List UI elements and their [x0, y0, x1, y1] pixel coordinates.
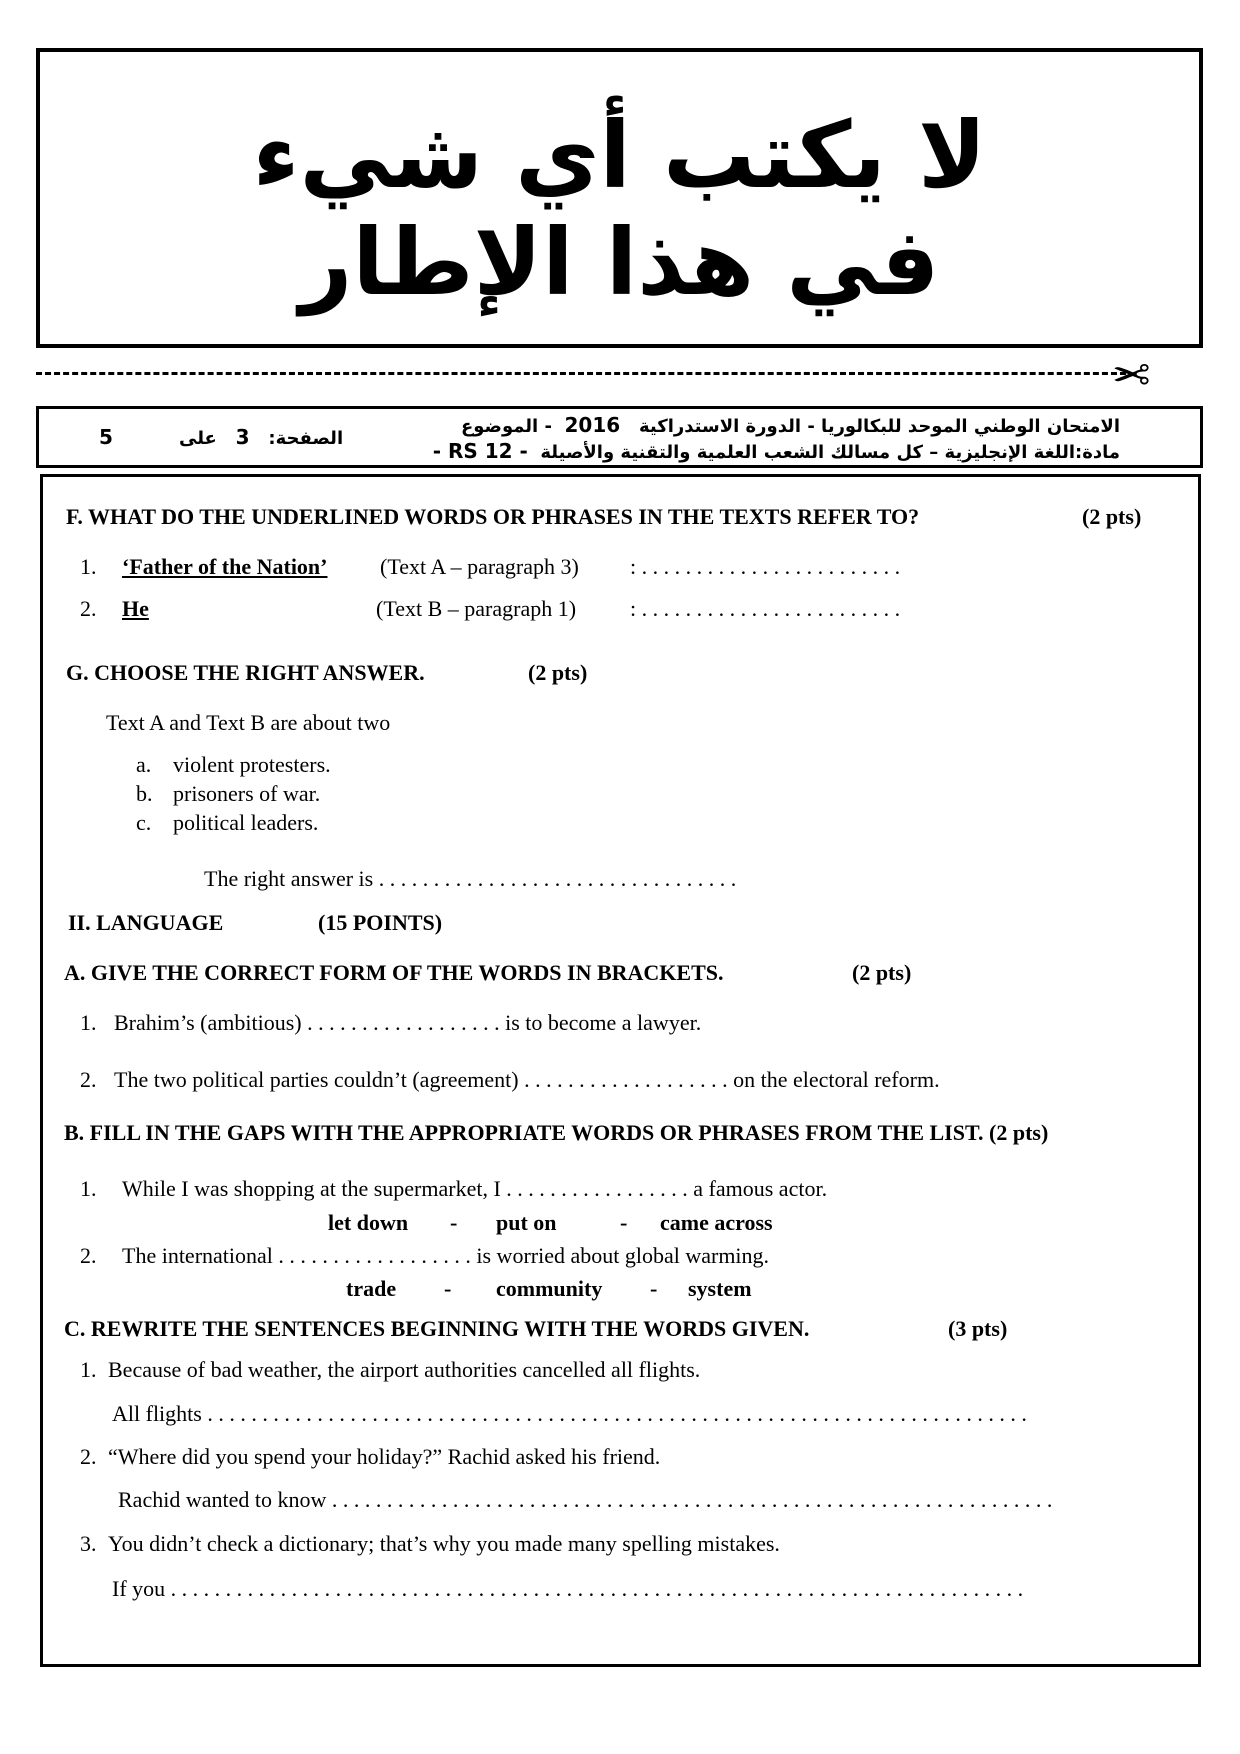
exam-title-line-1 — [461, 413, 1120, 437]
word-choice: came across — [660, 1210, 773, 1235]
choice-separator: - — [620, 1210, 628, 1235]
do-not-write-frame — [36, 48, 1203, 348]
section-c-item-2-rewrite[interactable]: Rachid wanted to know . . . . . . . . . . . . . . . . . . . . . . . . . . . . . . . . . . . . . . . . . . . . . . . . . . . . . . . . . . . . . . . . . . — [118, 1487, 1053, 1512]
section-f-item-1-number: 1. — [80, 554, 97, 579]
section-g-points: (2 pts) — [528, 660, 588, 685]
section-g-title: G. CHOOSE THE RIGHT ANSWER. — [66, 660, 425, 685]
choice-separator: - — [444, 1276, 452, 1301]
section-c-item-2-number: 2. — [80, 1444, 97, 1469]
section-f-item-2-term: He — [122, 596, 149, 621]
word-choice: let down — [328, 1210, 409, 1235]
section-c-item-3-number: 3. — [80, 1531, 97, 1556]
section-f-item-1-answer[interactable]: : . . . . . . . . . . . . . . . . . . . . . . . . — [630, 554, 901, 579]
notice-line-2: في هذا الإطار — [299, 209, 940, 316]
word-choice: community — [496, 1276, 603, 1301]
part-two-title: II. LANGUAGE — [68, 910, 224, 935]
section-a-points: (2 pts) — [852, 960, 912, 985]
exam-header — [36, 406, 1203, 468]
section-f-item-2-reference: (Text B – paragraph 1) — [376, 596, 577, 621]
section-b-item-1-number: 1. — [80, 1176, 97, 1201]
section-c-item-3-sentence: You didn’t check a dictionary; that’s why you made many spelling mistakes. — [108, 1531, 780, 1556]
word-choice: put on — [496, 1210, 557, 1235]
exam-year: 2016 — [564, 413, 621, 437]
section-f-points: (2 pts) — [1082, 504, 1142, 529]
of-label: على — [179, 428, 217, 449]
notice-line-1: لا يكتب أي شيء — [252, 102, 987, 209]
section-a-title: A. GIVE THE CORRECT FORM OF THE WORDS IN BRACKETS. — [64, 960, 724, 985]
section-g-stem: Text A and Text B are about two — [106, 710, 391, 735]
option-a-text: violent protesters. — [173, 752, 331, 777]
section-f-item-2-number: 2. — [80, 596, 97, 621]
section-a-item-1-number: 1. — [80, 1010, 97, 1035]
option-b-letter: b. — [136, 781, 153, 806]
section-a-item-2-text[interactable]: The two political parties couldn’t (agreement) . . . . . . . . . . . . . . . . . . . on the electoral reform. — [114, 1067, 940, 1092]
section-c-title: C. REWRITE THE SENTENCES BEGINNING WITH THE WORDS GIVEN. — [64, 1316, 810, 1341]
section-c-item-1-sentence: Because of bad weather, the airport authorities cancelled all flights. — [108, 1357, 701, 1382]
word-choice: system — [688, 1276, 752, 1301]
section-c-item-3-rewrite[interactable]: If you . . . . . . . . . . . . . . . . . . . . . . . . . . . . . . . . . . . . . . . . . . . . . . . . . . . . . . . . . . . . . . . . . . . . . . . . . . . . . . — [112, 1576, 1024, 1601]
subject-label: - الموضوع — [460, 416, 552, 437]
page-label: الصفحة: — [268, 428, 344, 449]
section-b-title: B. FILL IN THE GAPS WITH THE APPROPRIATE WORDS OR PHRASES FROM THE LIST. (2 pts) — [64, 1120, 1049, 1145]
page-indicator — [179, 425, 343, 449]
total-pages: 5 — [99, 425, 113, 449]
section-b-item-1-text[interactable]: While I was shopping at the supermarket, I . . . . . . . . . . . . . . . . . a famous actor. — [122, 1176, 828, 1201]
section-f-item-2-answer[interactable]: : . . . . . . . . . . . . . . . . . . . . . . . . — [630, 596, 901, 621]
section-a-item-2-number: 2. — [80, 1067, 97, 1092]
option-c-letter: c. — [136, 810, 152, 835]
option-c-text: political leaders. — [173, 810, 319, 835]
section-a-item-1-text[interactable]: Brahim’s (ambitious) . . . . . . . . . . . . . . . . . . is to become a lawyer. — [114, 1010, 702, 1035]
choice-separator: - — [650, 1276, 658, 1301]
section-f-item-1-term: ‘Father of the Nation’ — [122, 554, 328, 579]
exam-session: الامتحان الوطني الموحد للبكالوريا - الدورة الاستدراكية — [639, 416, 1120, 437]
section-c-item-1-rewrite[interactable]: All flights . . . . . . . . . . . . . . . . . . . . . . . . . . . . . . . . . . . . . . . . . . . . . . . . . . . . . . . . . . . . . . . . . . . . . . . . . . . — [112, 1401, 1027, 1426]
page-number: 3 — [235, 425, 250, 449]
section-c-item-1-number: 1. — [80, 1357, 97, 1382]
section-c-item-2-sentence: “Where did you spend your holiday?” Rachid asked his friend. — [108, 1444, 661, 1469]
part-two-points: (15 POINTS) — [318, 910, 443, 935]
subject-title: مادة:اللغة الإنجليزية – كل مسالك الشعب العلمية والتقنية والأصيلة — [540, 442, 1120, 463]
section-f-title: F. WHAT DO THE UNDERLINED WORDS OR PHRASES IN THE TEXTS REFER TO? — [66, 504, 920, 529]
exam-code: - RS 12 - — [432, 439, 528, 463]
section-f-item-1-reference: (Text A – paragraph 3) — [380, 554, 579, 579]
scissors-icon: ✂ — [1112, 348, 1151, 402]
exam-title-line-2 — [433, 439, 1120, 463]
word-choice: trade — [346, 1276, 397, 1301]
choice-separator: - — [450, 1210, 458, 1235]
section-c-points: (3 pts) — [948, 1316, 1008, 1341]
option-b-text: prisoners of war. — [173, 781, 321, 806]
section-b-item-2-number: 2. — [80, 1243, 97, 1268]
section-g-answer-line[interactable]: The right answer is . . . . . . . . . . . . . . . . . . . . . . . . . . . . . . . . . — [204, 866, 737, 891]
option-a-letter: a. — [136, 752, 152, 777]
section-b-item-2-text[interactable]: The international . . . . . . . . . . . . . . . . . . is worried about global warming. — [122, 1243, 770, 1268]
cut-line — [36, 372, 1126, 375]
